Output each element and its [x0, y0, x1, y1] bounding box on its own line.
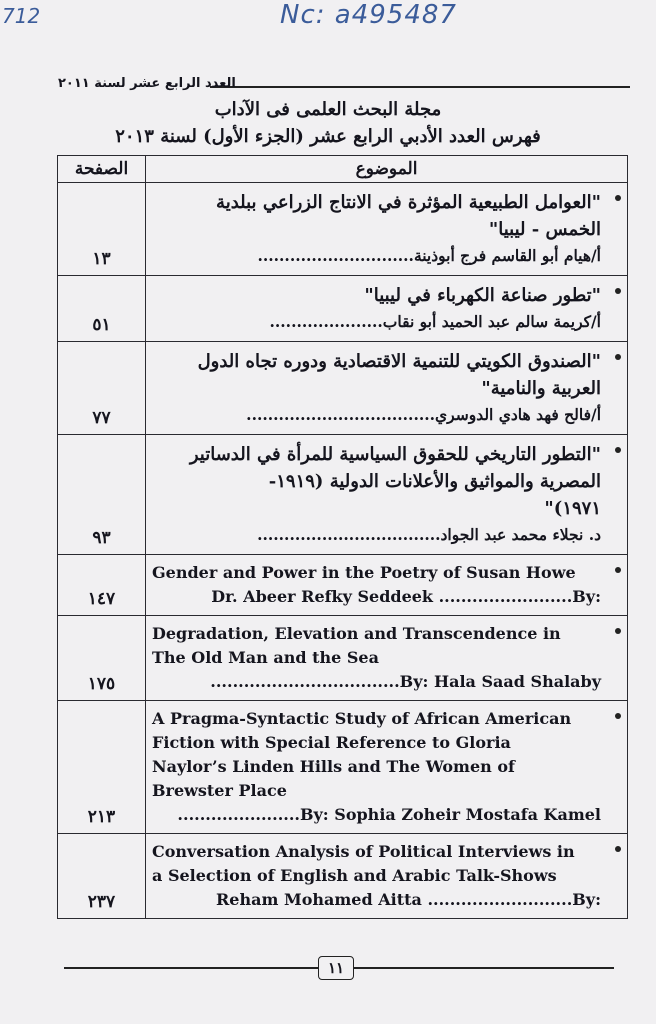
page-number: ٩٣: [58, 435, 146, 555]
entry-title-line: Degradation, Elevation and Transcendence in: [152, 624, 561, 643]
entry-title-line: Brewster Place: [152, 781, 287, 800]
index-title: فهرس العدد الأدبي الرابع عشر (الجزء الأول) لسنة ٢٠١٣: [115, 126, 541, 147]
table-row: [58, 435, 628, 555]
toc-entry: [146, 701, 628, 834]
entry-title-line: ١٩٧١)": [544, 498, 601, 519]
entry-author: Reham Mohamed Aitta ..........................By:: [216, 890, 601, 909]
header-rule: [210, 86, 630, 88]
entry-author: أ/فالح فهد هادي الدوسري...................................: [246, 405, 601, 424]
page-number: ١٤٧: [58, 555, 146, 616]
bullet-icon: [615, 447, 621, 453]
entry-author: أ/كريمة سالم عبد الحميد أبو نقاب.....................: [269, 312, 601, 331]
toc-entry: [146, 183, 628, 276]
footer-page-number: ١١: [318, 956, 354, 980]
entry-title-line: Fiction with Special Reference to Gloria: [152, 733, 511, 752]
handwritten-margin-note: 712: [2, 4, 41, 28]
table-row: [58, 342, 628, 435]
entry-title-line: Gender and Power in the Poetry of Susan Howe: [152, 563, 576, 582]
bullet-icon: [615, 354, 621, 360]
toc-entry: [146, 616, 628, 701]
entry-author: Dr. Abeer Refky Seddeek ........................By:: [211, 587, 601, 606]
entry-author: ..................................By: Hala Saad Shalaby: [210, 672, 601, 691]
handwritten-accession-number: Nc: a495487: [280, 0, 457, 30]
running-header: العدد الرابع عشر لسنة ٢٠١١: [58, 76, 236, 91]
bullet-icon: [615, 628, 621, 634]
entry-title-line: "التطور التاريخي للحقوق السياسية للمرأة في الدساتير: [189, 444, 601, 465]
column-header-page: الصفحة: [58, 156, 146, 183]
table-row: [58, 616, 628, 701]
table-row: [58, 555, 628, 616]
page-number: ٢١٣: [58, 701, 146, 834]
entry-title-line: العربية والنامية": [481, 378, 601, 399]
bullet-icon: [615, 288, 621, 294]
entry-author: د. نجلاء محمد عبد الجواد..................................: [257, 525, 601, 544]
page-number: ٥١: [58, 276, 146, 342]
bullet-icon: [615, 846, 621, 852]
entry-title-line: The Old Man and the Sea: [152, 648, 379, 667]
toc-entry: [146, 435, 628, 555]
entry-title-line: المصرية والمواثيق والأعلانات الدولية (١٩١٩-: [268, 471, 601, 492]
table-of-contents: [57, 155, 628, 919]
page-number: ٧٧: [58, 342, 146, 435]
bullet-icon: [615, 195, 621, 201]
entry-title-line: a Selection of English and Arabic Talk-Shows: [152, 866, 557, 885]
page-number: ١٣: [58, 183, 146, 276]
entry-author: أ/هيام أبو القاسم فرج أبوذينة.............................: [257, 246, 601, 265]
table-row: [58, 276, 628, 342]
toc-entry: [146, 834, 628, 919]
entry-title-line: A Pragma-Syntactic Study of African American: [152, 709, 572, 728]
bullet-icon: [615, 713, 621, 719]
journal-title: مجلة البحث العلمى فى الآداب: [214, 99, 442, 120]
table-row: [58, 701, 628, 834]
table-row: [58, 183, 628, 276]
entry-title-line: Conversation Analysis of Political Interviews in: [152, 842, 575, 861]
toc-entry: [146, 555, 628, 616]
entry-title-line: Naylor’s Linden Hills and The Women of: [152, 757, 515, 776]
toc-entry: [146, 342, 628, 435]
page-number: ١٧٥: [58, 616, 146, 701]
toc-entry: [146, 276, 628, 342]
table-row: [58, 834, 628, 919]
entry-title-line: "الصندوق الكويتي للتنمية الاقتصادية ودوره تجاه الدول: [197, 351, 601, 372]
table-header-row: [58, 156, 628, 183]
entry-title-line: "العوامل الطبيعية المؤثرة في الانتاج الزراعي ببلدية: [216, 192, 601, 213]
page-number: ٢٣٧: [58, 834, 146, 919]
entry-title-line: "تطور صناعة الكهرباء في ليبيا": [364, 285, 601, 306]
column-header-subject: الموضوع: [146, 156, 628, 183]
entry-title-line: الخمس - ليبيا": [488, 219, 601, 240]
bullet-icon: [615, 567, 621, 573]
entry-author: ......................By: Sophia Zoheir Mostafa Kamel: [177, 805, 601, 824]
